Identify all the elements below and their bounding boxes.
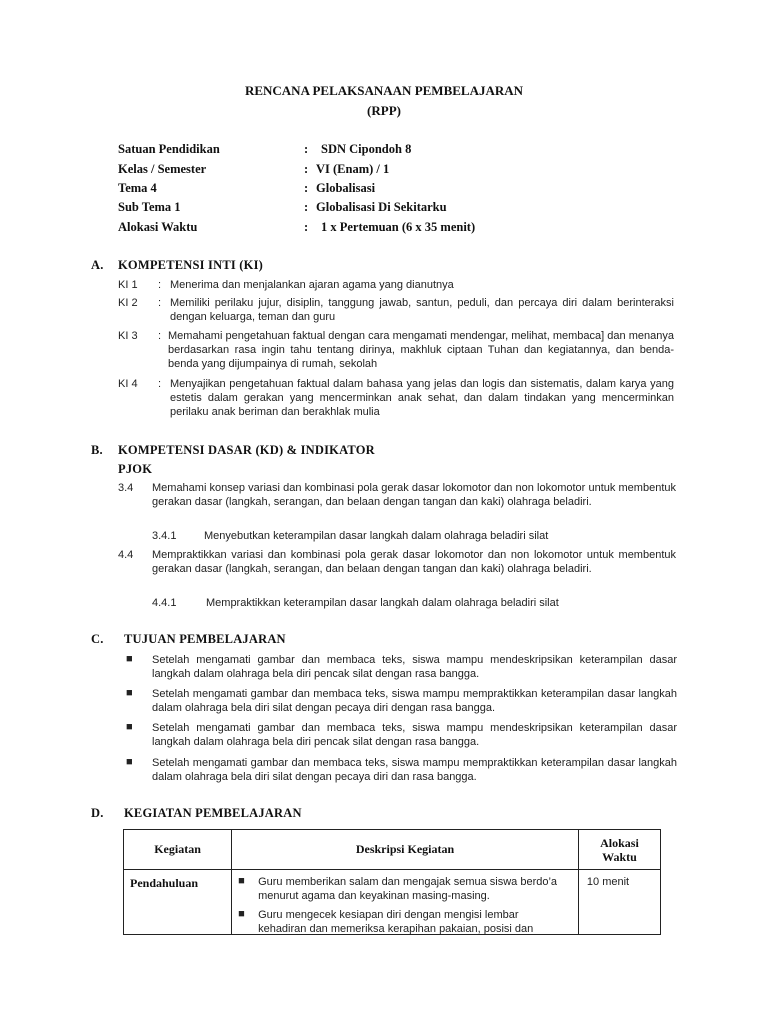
bullet-icon: ■ <box>126 653 133 665</box>
section-letter: C. <box>91 632 104 646</box>
indicator-number: 3.4.1 <box>152 530 177 542</box>
ki-code: KI 1 <box>118 279 138 291</box>
goal-text: Setelah mengamati gambar dan membaca teks, siswa mampu mendeskripsikan keterampilan dasar langkah dalam olahraga bela diri pencak silat dengan rasa bangga. <box>152 654 677 680</box>
info-label: Satuan Pendidikan <box>118 142 220 156</box>
goal-text: Setelah mengamati gambar dan membaca teks, siswa mampu mempraktikkan keterampilan dasar langkah dalam olahraga bela diri silat dengan pecaya diri dengan rasa bangga. <box>152 688 677 714</box>
column-header: Alokasi Waktu <box>578 830 660 870</box>
section-title: KOMPETENSI DASAR (KD) & INDIKATOR <box>118 443 375 457</box>
table-cell-kegiatan: Pendahuluan <box>124 870 232 935</box>
bullet-icon: ■ <box>238 875 245 887</box>
info-value: VI (Enam) / 1 <box>316 162 390 176</box>
column-header: Deskripsi Kegiatan <box>232 830 579 870</box>
ki-text: Menerima dan menjalankan ajaran agama yang dianutnya <box>170 279 454 291</box>
document-title: RENCANA PELAKSANAAN PEMBELAJARAN <box>244 83 524 98</box>
info-label: Sub Tema 1 <box>118 200 181 214</box>
section-title: TUJUAN PEMBELAJARAN <box>124 632 286 646</box>
section-title: KEGIATAN PEMBELAJARAN <box>124 806 302 820</box>
table-row <box>124 870 661 935</box>
ki-colon: : <box>158 378 162 390</box>
kd-number: 4.4 <box>118 549 134 561</box>
ki-text: Memiliki perilaku jujur, disiplin, tanggung jawab, santun, peduli, dan percaya diri dalam berinteraksi dengan keluarga, teman dan guru <box>170 297 674 323</box>
document-subtitle: (RPP) <box>367 103 401 118</box>
activity-table <box>123 829 661 935</box>
table-cell-deskripsi <box>232 870 579 935</box>
section-title: KOMPETENSI INTI (KI) <box>118 258 263 272</box>
section-letter: B. <box>91 443 103 457</box>
activity-text: Guru memberikan salam dan mengajak semua siswa berdo’a menurut agama dan keyakinan masing-masing. <box>258 876 558 902</box>
section-letter: D. <box>91 806 104 820</box>
info-value: Globalisasi <box>316 181 376 195</box>
info-label: Kelas / Semester <box>118 162 207 176</box>
column-header: Kegiatan <box>124 830 232 870</box>
subject-heading: PJOK <box>118 462 153 476</box>
bullet-icon: ■ <box>126 721 133 733</box>
goal-text: Setelah mengamati gambar dan membaca teks, siswa mampu mendeskripsikan keterampilan dasar langkah dalam olahraga bela diri pencak silat dengan rasa bangga. <box>152 722 677 748</box>
indicator-number: 4.4.1 <box>152 597 177 609</box>
bullet-icon: ■ <box>238 908 245 920</box>
ki-code: KI 3 <box>118 330 138 342</box>
info-value: 1 x Pertemuan (6 x 35 menit) <box>321 220 476 234</box>
kd-text: Mempraktikkan variasi dan kombinasi pola gerak dasar lokomotor dan non lokomotor untuk membentuk gerakan dasar (langkah, serangan, dan belaan dengan tangan dan kaki) olahraga beladiri. <box>152 549 676 575</box>
activity-text: Guru mengecek kesiapan diri dengan mengisi lembar kehadiran dan memeriksa kerapihan pakaian, posisi dan <box>258 909 534 934</box>
ki-code: KI 2 <box>118 297 138 309</box>
indicator-text: Mempraktikkan keterampilan dasar langkah dalam olahraga beladiri silat <box>206 597 559 609</box>
ki-colon: : <box>158 330 162 342</box>
section-letter: A. <box>91 258 104 272</box>
kd-text: Memahami konsep variasi dan kombinasi pola gerak dasar lokomotor dan non lokomotor untuk membentuk gerakan dasar (langkah, serangan, dan belaan dengan tangan dan kaki) olahraga beladiri. <box>152 482 676 508</box>
info-colon: : <box>304 220 309 234</box>
ki-code: KI 4 <box>118 378 138 390</box>
info-value: Globalisasi Di Sekitarku <box>316 200 447 214</box>
ki-colon: : <box>158 297 162 309</box>
info-value: SDN Cipondoh 8 <box>321 142 412 156</box>
kd-number: 3.4 <box>118 482 134 494</box>
info-colon: : <box>304 142 309 156</box>
bullet-icon: ■ <box>126 687 133 699</box>
table-cell-alokasi: 10 menit <box>578 870 660 935</box>
table-header-row <box>124 830 661 870</box>
bullet-icon: ■ <box>126 756 133 768</box>
goal-text: Setelah mengamati gambar dan membaca teks, siswa mampu mempraktikkan keterampilan dasar langkah dalam olahraga bela diri silat dengan pecaya diri dan rasa bangga. <box>152 757 677 783</box>
info-label: Tema 4 <box>118 181 157 195</box>
ki-text: Memahami pengetahuan faktual dengan cara mengamati mendengar, melihat, membaca] dan menanya berdasarkan rasa ingin tahu tentang dirinya, makhluk ciptaan Tuhan dan kegiatannya, dan benda-benda yang dijumpainya di rumah, sekolah <box>168 330 674 370</box>
info-colon: : <box>304 200 309 214</box>
info-label: Alokasi Waktu <box>118 220 198 234</box>
info-colon: : <box>304 162 309 176</box>
indicator-text: Menyebutkan keterampilan dasar langkah dalam olahraga beladiri silat <box>204 530 549 542</box>
ki-text: Menyajikan pengetahuan faktual dalam bahasa yang jelas dan logis dan sistematis, dalam karya yang estetis dalam gerakan yang mencerminkan anak sehat, dan dalam tindakan yang mencerminkan perilaku anak beriman dan berakhlak mulia <box>170 378 674 418</box>
info-colon: : <box>304 181 309 195</box>
ki-colon: : <box>158 279 162 291</box>
